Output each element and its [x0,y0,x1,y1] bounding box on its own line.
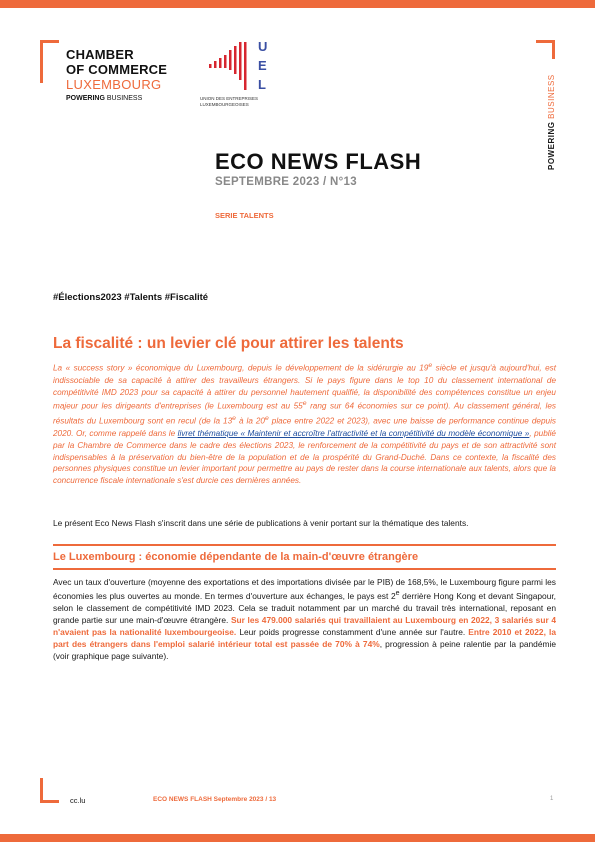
page-number: 1 [550,796,554,802]
present-paragraph: Le présent Eco News Flash s'inscrit dans une série de publications à venir portant sur la thématique des talents. [53,518,469,528]
footer-title: ECO NEWS FLASH Septembre 2023 / 13 [153,796,277,803]
section-rule-top [53,544,556,546]
corner-bracket-bottom-left [40,778,59,803]
highlight-share: Entre 2010 et 2022, la part des étrangers dans l'emploi salarié intérieur total est passée de 70% à 74% [53,626,556,649]
section-heading: Le Luxembourg : économie dépendante de la main-d'œuvre étrangère [53,551,419,563]
logo-line-luxembourg: LUXEMBOURG [66,77,162,92]
section-paragraph: Avec un taux d'ouverture (moyenne des exportations et des importations divisée par le PIB) de 168,5%, le Luxembourg figure parmi les économies les plus ouvertes au monde. En termes d'ouverture aux échanges, le pays est 2e derrière Hong Kong et devant Singapour, selon le classement de compétitivité IMD 2023. Cela se traduit notamment par un marché du travail très international, reposant en grande partie sur une main-d'œuvre étrangère. Sur les 479.000 salariés qui travaillaient au Luxembourg en 2022, 3 salariés sur 4 n'avaient pas la nationalité luxembourgeoise. Leur poids progresse constamment d'une année sur l'autre. Entre 2010 et 2022, la part des étrangers dans l'emploi salarié intérieur total est passée de 70% à 74%, progression à peine ralentie par la pandémie (voir graphique page suivante). [53,577,557,661]
series-label: SERIE TALENTS [215,211,274,220]
highlight-workers: Sur les 479.000 salariés qui travaillaient au Luxembourg en 2022, 3 salariés sur 4 n'avaient pas la nationalité luxembourgeoise. [53,614,556,637]
top-accent-bar [0,0,595,8]
uel-letter-l: L [258,77,266,92]
corner-bracket-top-left [40,40,59,83]
bottom-accent-bar [0,834,595,842]
intro-paragraph: La « success story » économique du Luxembourg, depuis le développement de la sidérurgie au 19e siècle et jusqu'à aujourd'hui, est indissociable de sa capacité à attirer des travailleurs étrangers. Si le pays figure dans le top 10 du classement international de compétitivité IMD 2023 pour sa capacité à attirer du personnel hautement qualifié, la disponibilité des compétences constitue un enjeu majeur pour les dirigeants d'entreprises (le Luxembourg est au 55e rang sur 64 économies sur ce point). Au classement général, les résultats du Luxembourg sont en recul (de la 13e à la 20e place entre 2022 et 2023), avec une baisse de performance continue depuis 2020. Or, comme rappelé dans le livret thématique « Maintenir et accroître l'attractivité et la compétitivité du modèle économique », publié par la Chambre de Commerce dans le cadre des élections 2023, le renforcement de la compétitivité du pays et de son attractivité sont indispensables à la préservation du bien-être de la population et de la prospérité du Grand-Duché. Dans ce contexte, la fiscalité des personnes physiques constitue un levier important pour permettre au pays de rester dans la course internationale aux talents, alors que la concurrence fiscale internationale s'est durcie ces dernières années. [53,362,556,486]
issue-subtitle: SEPTEMBRE 2023 / N°13 [215,176,357,188]
side-tagline: POWERING BUSINESS [547,74,556,170]
uel-caption: UNION DES ENTREPRISES LUXEMBOURGEOISES [200,96,259,108]
corner-bracket-top-right [536,40,555,59]
article-heading: La fiscalité : un levier clé pour attirer les talents [53,335,404,352]
page-title: ECO NEWS FLASH [215,149,422,174]
hashtags: #Élections2023 #Talents #Fiscalité [53,292,209,303]
logo-tagline: POWERING BUSINESS [66,95,143,102]
uel-letter-e: E [258,58,267,73]
logo-line-chamber: CHAMBER [66,47,134,62]
logo-line-of-commerce: OF COMMERCE [66,62,168,77]
thematic-booklet-link[interactable]: livret thématique « Maintenir et accroître l'attractivité et la compétitivité du modèle économique » [177,428,530,438]
footer-url[interactable]: cc.lu [70,796,86,805]
uel-letter-u: U [258,40,268,54]
chamber-of-commerce-logo [66,48,167,102]
section-rule-bottom [53,568,556,570]
